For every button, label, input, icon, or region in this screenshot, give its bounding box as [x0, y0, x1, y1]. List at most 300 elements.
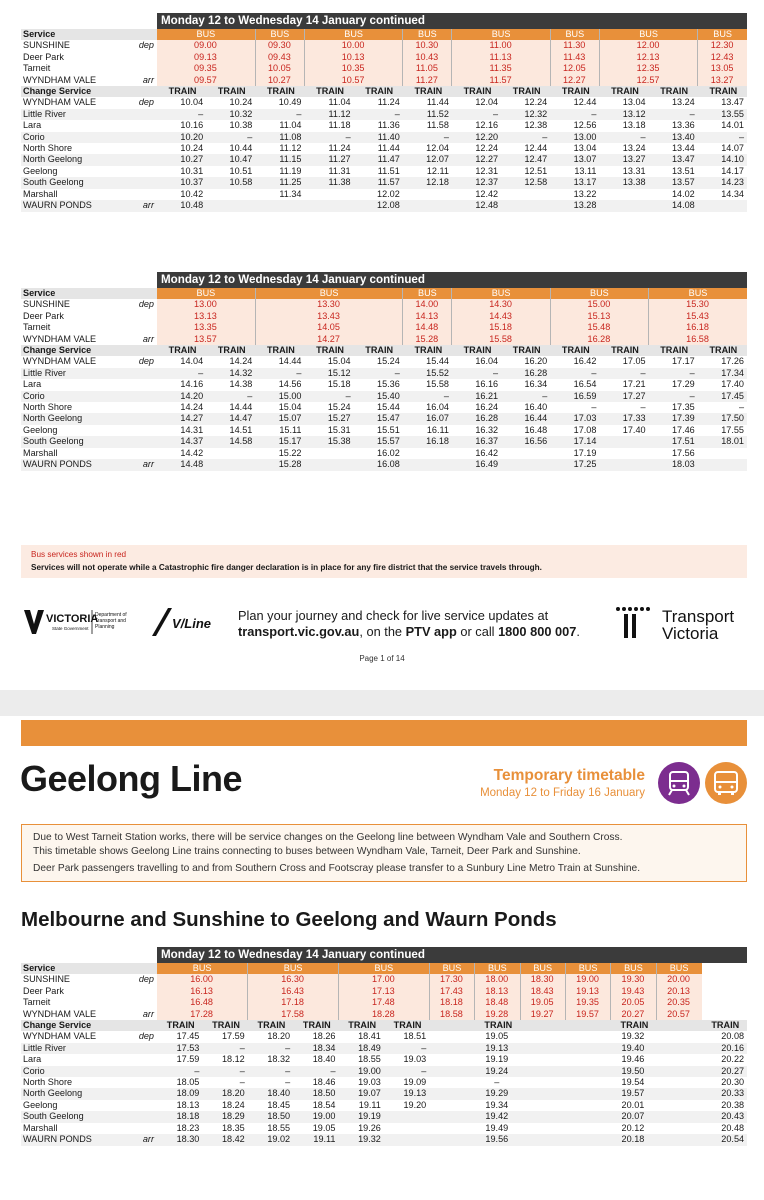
bus-time: 17.13: [339, 986, 430, 997]
train-time: 13.07: [550, 154, 599, 165]
train-time: 11.08: [255, 132, 304, 143]
train-time: 11.58: [426, 120, 449, 131]
train-time: 17.33: [599, 413, 648, 424]
train-stop-row: [21, 1043, 747, 1054]
train-time: 10.42: [180, 188, 204, 199]
train-time: 18.54: [312, 1099, 336, 1110]
train-time: 12.04: [426, 143, 449, 154]
train-time: 17.40: [721, 379, 744, 390]
train-time: 17.19: [573, 447, 597, 458]
train-time: 17.27: [599, 391, 648, 402]
train-time: 19.11: [293, 1134, 338, 1145]
bus-time: 16.43: [248, 986, 339, 997]
train-time: 19.24: [429, 1066, 565, 1077]
train-stop-row: [21, 1123, 747, 1134]
train-time: 18.30: [157, 1134, 202, 1145]
train-time: –: [202, 1043, 247, 1054]
train-time: 17.46: [671, 424, 695, 435]
train-time: 16.28: [501, 368, 550, 379]
train-time: 15.22: [278, 447, 302, 458]
bus-time: 14.05: [255, 322, 402, 333]
bus-time: 13.57: [157, 334, 255, 345]
train-time: –: [649, 109, 698, 120]
service-qual: [133, 288, 157, 299]
bus-time: 18.30: [520, 974, 565, 985]
train-time: [304, 448, 353, 459]
train-time: –: [403, 391, 452, 402]
train-time: 20.48: [721, 1122, 745, 1133]
train-time: 14.04: [180, 356, 204, 367]
train-time: –: [452, 368, 501, 379]
stop-qualifier: arr: [142, 1008, 154, 1019]
plan-end: .: [576, 624, 580, 639]
train-time: 12.08: [354, 200, 403, 211]
stop-name: Corio: [21, 132, 133, 143]
plan-line-2: [238, 624, 580, 640]
direction-title: Melbourne and Sunshine to Geelong and Waurn Ponds: [21, 908, 557, 931]
bus-time: 15.00: [550, 299, 648, 310]
vic-state-text: State Government: [52, 626, 89, 631]
train-time: 11.52: [403, 109, 452, 120]
train-stop-row: [21, 1100, 747, 1111]
stop-name: WYNDHAM VALE: [23, 97, 97, 108]
train-time: 17.51: [649, 436, 698, 447]
train-service-header: TRAIN: [255, 86, 304, 97]
train-time: 19.50: [565, 1066, 701, 1077]
stop-name: North Shore: [23, 1077, 73, 1088]
stop-qualifier: [133, 1077, 157, 1088]
train-stop-row: [21, 391, 747, 402]
bus-time: 13.27: [698, 75, 747, 86]
bus-time: 14.48: [403, 322, 452, 333]
stop-qualifier: arr: [133, 1134, 157, 1145]
stop-name: Corio: [21, 1066, 133, 1077]
stop-qualifier: dep: [138, 1031, 154, 1042]
train-time: 11.57: [354, 177, 403, 188]
train-time: 15.24: [377, 356, 400, 367]
train-service-header: TRAIN: [649, 345, 698, 356]
train-time: [501, 189, 550, 200]
bus-time: 15.13: [550, 311, 648, 322]
train-service-header: TRAIN: [599, 345, 648, 356]
train-time: 14.44: [278, 356, 302, 367]
train-time: 17.34: [698, 368, 747, 379]
train-time: –: [501, 391, 550, 402]
stop-name: Deer Park: [23, 51, 64, 62]
bus-time: 20.13: [656, 986, 701, 997]
bus-time: 11.30: [550, 40, 599, 51]
stop-qualifier: [133, 391, 157, 402]
train-time: 19.03: [403, 1054, 427, 1065]
train-icon: [658, 762, 700, 804]
bus-time: 11.00: [452, 40, 550, 51]
train-time: –: [206, 132, 255, 143]
train-time: 13.24: [622, 143, 646, 154]
bus-time: 15.18: [452, 322, 550, 333]
bus-time: 17.58: [248, 1009, 339, 1020]
train-service-header: TRAIN: [157, 1020, 202, 1031]
train-time: –: [738, 402, 744, 413]
train-time: 16.40: [524, 402, 548, 413]
train-time: 18.34: [293, 1043, 338, 1054]
bus-time: 19.00: [565, 974, 610, 985]
train-time: 17.45: [698, 391, 747, 402]
bus-time: 20.35: [656, 997, 701, 1008]
train-time: 17.53: [157, 1043, 202, 1054]
train-time: 18.29: [202, 1111, 247, 1122]
change-service-label: Change Service: [21, 1020, 133, 1031]
train-time: 11.47: [354, 154, 403, 165]
orange-header-band: [21, 720, 747, 746]
train-time: 11.36: [377, 120, 400, 131]
train-time: 19.13: [384, 1088, 429, 1099]
bus-service-header: BUS: [452, 288, 550, 299]
bus-service-header: BUS: [157, 288, 255, 299]
train-time: 16.34: [524, 379, 548, 390]
bus-time: 15.30: [649, 299, 747, 310]
train-time: 14.51: [229, 424, 253, 435]
train-service-header: TRAIN: [501, 345, 550, 356]
train-time: 11.24: [377, 97, 400, 108]
stop-qualifier: [133, 120, 157, 131]
stop-qualifier: [133, 132, 157, 143]
bus-time: 12.30: [698, 40, 747, 51]
train-time: 20.27: [702, 1066, 748, 1077]
train-time: 13.51: [671, 165, 695, 176]
train-time: 13.38: [599, 177, 648, 188]
bus-service-header: BUS: [656, 963, 701, 974]
train-time: 14.44: [229, 402, 253, 413]
train-time: 13.11: [574, 165, 597, 176]
train-time: –: [354, 368, 403, 379]
train-time: 12.24: [475, 143, 499, 154]
train-time: 15.17: [255, 436, 304, 447]
train-stop-row: [21, 154, 747, 165]
train-service-header: TRAIN: [698, 345, 747, 356]
train-time: 12.02: [377, 188, 400, 199]
train-time: 19.03: [358, 1077, 381, 1088]
train-time: 14.07: [721, 143, 744, 154]
stop-qualifier: [133, 1043, 157, 1054]
train-time: 13.55: [698, 109, 747, 120]
bus-time: 11.27: [403, 75, 452, 86]
train-time: 19.00: [293, 1111, 338, 1122]
stop-qualifier: dep: [138, 97, 154, 108]
train-time: 12.47: [501, 154, 550, 165]
train-time: 15.44: [377, 402, 400, 413]
train-service-header: TRAIN: [354, 86, 403, 97]
train-time: 11.04: [279, 120, 302, 131]
stop-name: Marshall: [23, 188, 58, 199]
bus-time: 11.35: [452, 63, 550, 74]
train-time: 18.01: [698, 436, 747, 447]
bus-time: 17.30: [429, 974, 474, 985]
stop-name: WYNDHAM VALE: [23, 1008, 97, 1019]
bus-time: 12.00: [599, 40, 697, 51]
train-time: 18.40: [312, 1054, 336, 1065]
train-stop-row: [21, 166, 747, 177]
bus-time: 19.30: [611, 974, 656, 985]
stop-qualifier: [133, 448, 157, 459]
train-time: 20.30: [721, 1077, 745, 1088]
train-time: 11.31: [328, 165, 351, 176]
bus-time: 10.57: [304, 75, 402, 86]
train-time: 16.04: [475, 356, 499, 367]
train-time: 19.26: [358, 1122, 381, 1133]
train-time: [206, 189, 255, 200]
stop-name: WYNDHAM VALE: [23, 356, 97, 367]
train-time: 18.35: [221, 1122, 245, 1133]
stop-qualifier: dep: [138, 356, 154, 367]
train-time: 15.40: [354, 391, 403, 402]
train-time: 20.07: [565, 1111, 701, 1122]
stop-name: Tarneit: [23, 63, 51, 74]
bus-time: 18.13: [475, 986, 520, 997]
train-time: 15.51: [377, 424, 400, 435]
train-time: 14.31: [180, 424, 204, 435]
train-time: 11.44: [426, 97, 449, 108]
train-time: 11.12: [279, 143, 302, 154]
header-blank: [21, 947, 133, 963]
train-time: 16.24: [475, 402, 499, 413]
train-time: 11.25: [255, 177, 304, 188]
change-service-label: Change Service: [21, 86, 133, 97]
train-time: [304, 189, 353, 200]
bus-time: 13.05: [698, 63, 747, 74]
train-time: 18.24: [221, 1099, 245, 1110]
train-time: 19.57: [565, 1088, 701, 1099]
train-time: 15.31: [327, 424, 351, 435]
train-time: –: [452, 109, 501, 120]
stop-qualifier: arr: [133, 459, 157, 470]
train-stop-row: [21, 143, 747, 154]
train-time: 15.11: [279, 424, 302, 435]
stop-qualifier: [133, 1088, 157, 1099]
bus-service-header: BUS: [520, 963, 565, 974]
stop-name: WYNDHAM VALE: [23, 74, 97, 85]
train-time: 17.45: [176, 1031, 200, 1042]
train-time: 18.03: [649, 459, 698, 470]
stop-name: Marshall: [23, 447, 58, 458]
train-time: 18.41: [358, 1031, 381, 1042]
train-time: [403, 189, 452, 200]
train-time: 11.51: [377, 165, 400, 176]
train-time: 18.20: [202, 1088, 247, 1099]
train-time: –: [599, 132, 648, 143]
train-time: [501, 448, 550, 459]
train-time: 11.44: [377, 143, 400, 154]
info-line-2: This timetable shows Geelong Line trains connecting to buses between Wyndham Vale, Tarneit, Deer Park and Sunshine.: [33, 845, 581, 857]
train-time: 15.57: [354, 436, 403, 447]
train-stop-row: [21, 459, 747, 470]
train-time: 12.44: [573, 97, 597, 108]
stop-qualifier: [133, 143, 157, 154]
bus-time: 11.57: [452, 75, 550, 86]
train-time: 12.16: [475, 120, 499, 131]
stop-qualifier: [133, 413, 157, 424]
train-time: –: [202, 1066, 247, 1077]
train-time: 17.26: [721, 356, 744, 367]
stop-name: South Geelong: [21, 177, 133, 188]
timetable-2: [21, 272, 747, 471]
train-time: 12.04: [475, 97, 499, 108]
bus-time: 10.27: [255, 75, 304, 86]
train-time: –: [494, 1077, 500, 1088]
train-time: 13.04: [622, 97, 646, 108]
bus-time: 15.58: [452, 334, 550, 345]
bus-time: 09.13: [157, 52, 255, 63]
train-time: 11.40: [354, 132, 403, 143]
train-time: 18.49: [339, 1043, 384, 1054]
service-qual: [133, 29, 157, 40]
train-service-header: TRAIN: [255, 345, 304, 356]
stop-qualifier: [133, 368, 157, 379]
plan-phone[interactable]: 1800 800 007: [498, 624, 577, 639]
train-time: [403, 200, 452, 211]
victoria-state-government-logo: [22, 606, 152, 638]
train-time: 10.44: [229, 143, 253, 154]
bus-time: 17.18: [248, 997, 339, 1008]
bus-time: 17.00: [339, 974, 430, 985]
train-stop-row: [21, 120, 747, 131]
stop-name: Tarneit: [23, 997, 51, 1008]
train-time: 13.44: [671, 143, 695, 154]
train-time: 20.33: [702, 1088, 748, 1099]
train-time: [403, 459, 452, 470]
bus-stop-row: [21, 1009, 747, 1020]
train-time: –: [304, 391, 353, 402]
train-time: [255, 200, 304, 211]
stop-name: WYNDHAM VALE: [23, 1031, 97, 1042]
stop-qualifier: [133, 1100, 157, 1111]
bus-time: 20.57: [656, 1009, 701, 1020]
bus-service-header: BUS: [550, 29, 599, 40]
train-time: 14.01: [721, 120, 744, 131]
bus-service-header: BUS: [403, 29, 452, 40]
bus-time: 14.00: [403, 299, 452, 310]
bus-time: 12.57: [599, 75, 697, 86]
train-time: 12.58: [501, 177, 550, 188]
train-time: 16.42: [573, 356, 597, 367]
train-time: 15.36: [377, 379, 400, 390]
train-stop-row: [21, 1088, 747, 1099]
train-time: 18.50: [293, 1088, 338, 1099]
info-line-3: Deer Park passengers travelling to and from Southern Cross and Footscray please transfer to a Sunbury Line Metro Train at Sunshine.: [33, 863, 641, 874]
train-time: 13.22: [573, 188, 597, 199]
train-time: –: [248, 1066, 293, 1077]
bus-time: 16.58: [649, 334, 747, 345]
train-time: –: [285, 1077, 291, 1088]
train-time: 12.56: [573, 120, 597, 131]
train-time: 19.32: [339, 1134, 384, 1145]
train-service-header: TRAIN: [304, 86, 353, 97]
stop-name: Little River: [21, 1043, 133, 1054]
train-time: 14.23: [698, 177, 747, 188]
train-time: –: [550, 368, 599, 379]
stop-name: WAURN PONDS: [21, 459, 133, 470]
bus-stop-row: [21, 997, 747, 1008]
stop-name: North Shore: [23, 402, 73, 413]
bus-time: 09.43: [255, 52, 304, 63]
stop-qualifier: [133, 997, 157, 1008]
bus-time: 16.28: [550, 334, 648, 345]
train-time: –: [157, 1066, 202, 1077]
bus-service-header: BUS: [550, 288, 648, 299]
train-time: 18.55: [358, 1054, 381, 1065]
train-time: [698, 459, 747, 470]
train-time: 20.16: [702, 1043, 748, 1054]
train-time: [206, 459, 255, 470]
train-time: 14.58: [206, 436, 255, 447]
train-time: 20.18: [565, 1134, 701, 1145]
train-time: 10.58: [206, 177, 255, 188]
stop-qualifier: [133, 1066, 157, 1077]
train-service-header: TRAIN: [157, 345, 206, 356]
service-label: Service: [21, 288, 133, 299]
train-time: 18.42: [202, 1134, 247, 1145]
bus-time: 10.30: [403, 40, 452, 51]
train-time: 13.40: [649, 132, 698, 143]
train-time: 15.04: [327, 356, 351, 367]
train-time: 19.07: [339, 1088, 384, 1099]
train-time: 12.18: [403, 177, 452, 188]
train-time: 20.01: [621, 1099, 645, 1110]
bus-time: 17.28: [157, 1009, 248, 1020]
plan-url[interactable]: transport.vic.gov.au: [238, 624, 360, 639]
stop-qualifier: [133, 1123, 157, 1134]
train-time: 13.04: [573, 143, 597, 154]
bus-time: 10.13: [304, 52, 402, 63]
stop-qualifier: [133, 63, 157, 74]
stop-name: Little River: [21, 368, 133, 379]
train-time: –: [501, 132, 550, 143]
train-time: 19.09: [403, 1077, 427, 1088]
train-stop-row: [21, 356, 747, 367]
vline-logo: [150, 606, 220, 638]
stop-qualifier: [133, 1054, 157, 1065]
bus-time: 14.43: [452, 311, 550, 322]
bus-stop-row: [21, 52, 747, 63]
train-stop-row: [21, 413, 747, 424]
train-time: –: [550, 109, 599, 120]
train-time: [206, 200, 255, 211]
train-time: [599, 448, 648, 459]
train-time: –: [640, 402, 646, 413]
train-stop-row: [21, 177, 747, 188]
bus-time: 13.43: [255, 311, 402, 322]
stop-qualifier: [133, 177, 157, 188]
train-time: 12.37: [452, 177, 501, 188]
train-time: [599, 436, 648, 447]
train-time: 17.59: [176, 1054, 200, 1065]
train-time: 19.05: [312, 1122, 336, 1133]
train-time: 17.03: [550, 413, 599, 424]
timetable-heading: Monday 12 to Wednesday 14 January continued: [157, 272, 747, 288]
train-time: 18.13: [176, 1099, 200, 1110]
bus-time: 13.13: [157, 311, 255, 322]
stop-name: North Geelong: [21, 154, 133, 165]
train-stop-row: [21, 1054, 747, 1065]
train-time: 14.37: [157, 436, 206, 447]
train-time: 19.49: [485, 1122, 509, 1133]
plan-journey-text: [238, 608, 580, 640]
bus-time: 09.30: [255, 40, 304, 51]
train-time: 14.56: [278, 379, 302, 390]
bus-service-header: BUS: [157, 963, 248, 974]
bus-time: 14.13: [403, 311, 452, 322]
bus-time: 17.43: [429, 986, 474, 997]
fire-danger-note: Services will not operate while a Catastrophic fire danger declaration is in place for any fire district that the service travels through.: [31, 563, 542, 572]
